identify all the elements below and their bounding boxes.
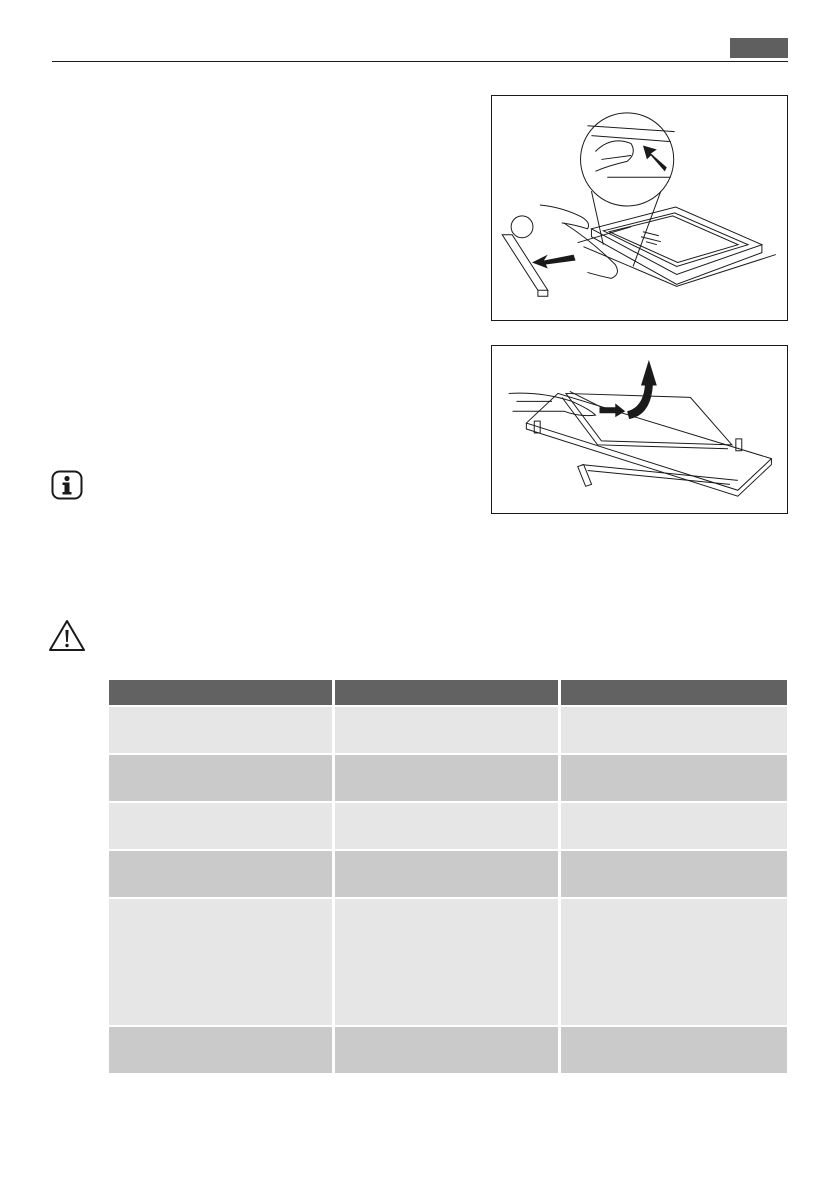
info-icon <box>51 470 83 500</box>
table-cell <box>109 1027 335 1075</box>
table-cell <box>335 1027 561 1075</box>
table-row <box>109 707 787 755</box>
table-cell <box>335 707 561 755</box>
table-cell <box>561 1027 787 1075</box>
table-row <box>109 755 787 803</box>
table-header-row <box>109 680 787 707</box>
header-rule <box>52 61 788 62</box>
table-header-cell <box>335 680 561 707</box>
table-cell <box>335 851 561 899</box>
table-cell <box>335 899 561 1027</box>
language-tab <box>730 38 788 58</box>
table-row <box>109 851 787 899</box>
table-cell <box>109 899 335 1027</box>
table-cell <box>561 707 787 755</box>
figure-door-glass-step-2 <box>491 345 788 514</box>
figure-door-glass-step-1 <box>491 95 788 321</box>
table-cell <box>561 851 787 899</box>
table-cell <box>561 755 787 803</box>
table-header-cell <box>561 680 787 707</box>
table-cell <box>109 707 335 755</box>
table-body <box>109 707 787 1075</box>
warning-icon <box>48 619 86 652</box>
table-row <box>109 803 787 851</box>
door-glass-step-2-illustration <box>492 346 787 513</box>
table-cell <box>109 755 335 803</box>
door-glass-step-1-illustration <box>492 96 787 320</box>
table-cell <box>335 755 561 803</box>
table-cell <box>561 899 787 1027</box>
table-cell <box>335 803 561 851</box>
troubleshooting-table <box>109 680 787 1075</box>
table-cell <box>561 803 787 851</box>
table-cell <box>109 803 335 851</box>
table-row <box>109 899 787 1027</box>
table-cell <box>109 851 335 899</box>
table-header-cell <box>109 680 335 707</box>
table-row <box>109 1027 787 1075</box>
